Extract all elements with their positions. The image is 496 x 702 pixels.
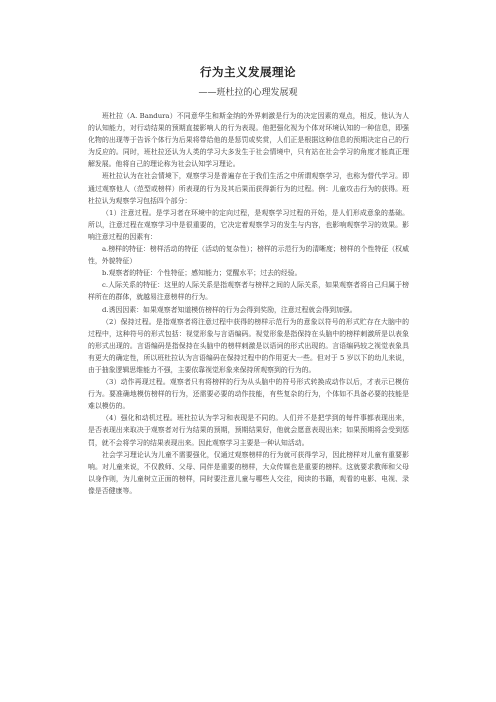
document-title: 行为主义发展理论 bbox=[200, 65, 296, 79]
paragraph-conclusion: 社会学习理论认为儿童不需要强化，仅通过观察榜样的行为就可获得学习，因此榜样对儿童有重要影响。对儿童来说，不仅教师、父母、同伴是重要的榜样，大众传媒也是重要的榜样。这就要求教师和父母以身作则，为儿童树立正面的榜样，同时要注意儿童与哪些人交往，阅读的书籍，观看的电影、电视、录像是否健康等。 bbox=[88, 450, 409, 495]
paragraph-factor-a: a.榜样的特征：榜样活动的特征（活动的复杂性）；榜样的示范行为的清晰度；榜样的个性特征（权威性，外貌特征） bbox=[88, 245, 409, 266]
paragraph-observational-learning: 班杜拉认为在社会情境下，观察学习是普遍存在于我们生活之中所谓观察学习，也称为替代学习。即通过观察他人（范型或榜样）所表现的行为及其后果而获得新行为的过程。例：儿童攻击行为的获得。班杜拉认为观察学习包括四个部分： bbox=[88, 172, 409, 205]
document-body bbox=[88, 110, 409, 497]
paragraph-factor-c: c.人际关系的特征：这里的人际关系是指观察者与榜样之间的人际关系，如果观察者将自己归属于榜样所在的群体，就越易注意榜样的行为。 bbox=[88, 281, 409, 302]
paragraph-factor-d: d.诱因因素：如果观察者知道模仿榜样的行为会得到奖励，注意过程就会得到加强。 bbox=[102, 305, 357, 314]
paragraph-retention-process: （2）保持过程。是指观察者将注意过程中获得的榜样示范行为的意象以符号的形式贮存在大脑中的过程中，这种符号的形式包括：视觉形象与言语编码。视觉形象是指保持在头脑中的榜样刺激所是以表象的形式出现的。言语编码是指保持在头脑中的榜样刺激是以语词的形式出现的。言语编码较之视觉表象具有更大的确定性，所以班杜拉认为言语编码在保持过程中的作用更大一些。但对于 5 岁以下的幼儿来说，由于抽象逻辑思维能力不强，主要依靠视觉形象来保持所观察到的行为的。 bbox=[88, 317, 409, 374]
paragraph-intro: 班杜拉（A. Bandura）不同意华生和斯金纳的外界刺激是行为的决定因素的观点，相反，他认为人的认知能力，对行动结果的预期直接影响人的行为表现。他把强化视为个体对环境认知的一种信息，即强化物的出现等于告诉个体行为后果将带给他的是惩罚或奖赏，人们正是根据这种信息的预期决定自己的行为反应的。同时，班杜拉还认为人类的学习大多发生于社会情境中，只有站在社会学习的角度才能真正理解发展。他将自己的理论称为社会认知学习理论。 bbox=[88, 112, 409, 169]
paragraph-reproduction-process: （3）动作再现过程。观察者只有将榜样的行为从头脑中的符号形式转换成动作以后，才表示已模仿行为。要准确地模仿榜样的行为，还需要必要的动作技能，有些复杂的行为，个体如不具备必要的技能是难以模仿的。 bbox=[88, 378, 409, 411]
paragraph-factor-b: b.观察者的特征：个性特征；感知能力；觉醒水平；过去的经验。 bbox=[102, 269, 302, 278]
paragraph-attention-process: （1）注意过程。是学习者在环境中的定向过程，是观察学习过程的开始，是人们形成意象的基础。所以，注意过程在观察学习中是很重要的，它决定着观察学习的发生与内容，也影响观察学习的效果。影响注意过程的因素有： bbox=[88, 208, 409, 241]
paragraph-motivation-process: （4）强化和动机过程。班杜拉认为学习和表现是不同的。人们并不是把学到的每件事都表现出来，是否表现出来取决于观察者对行为结果的预期，预期结果好，他就会愿意表现出来；如果预期将会受到惩罚，就不会将学习的结果表现出来。因此观察学习主要是一种认知活动。 bbox=[88, 414, 409, 447]
document-subtitle: ——班杜拉的心理发展观 bbox=[198, 88, 298, 98]
